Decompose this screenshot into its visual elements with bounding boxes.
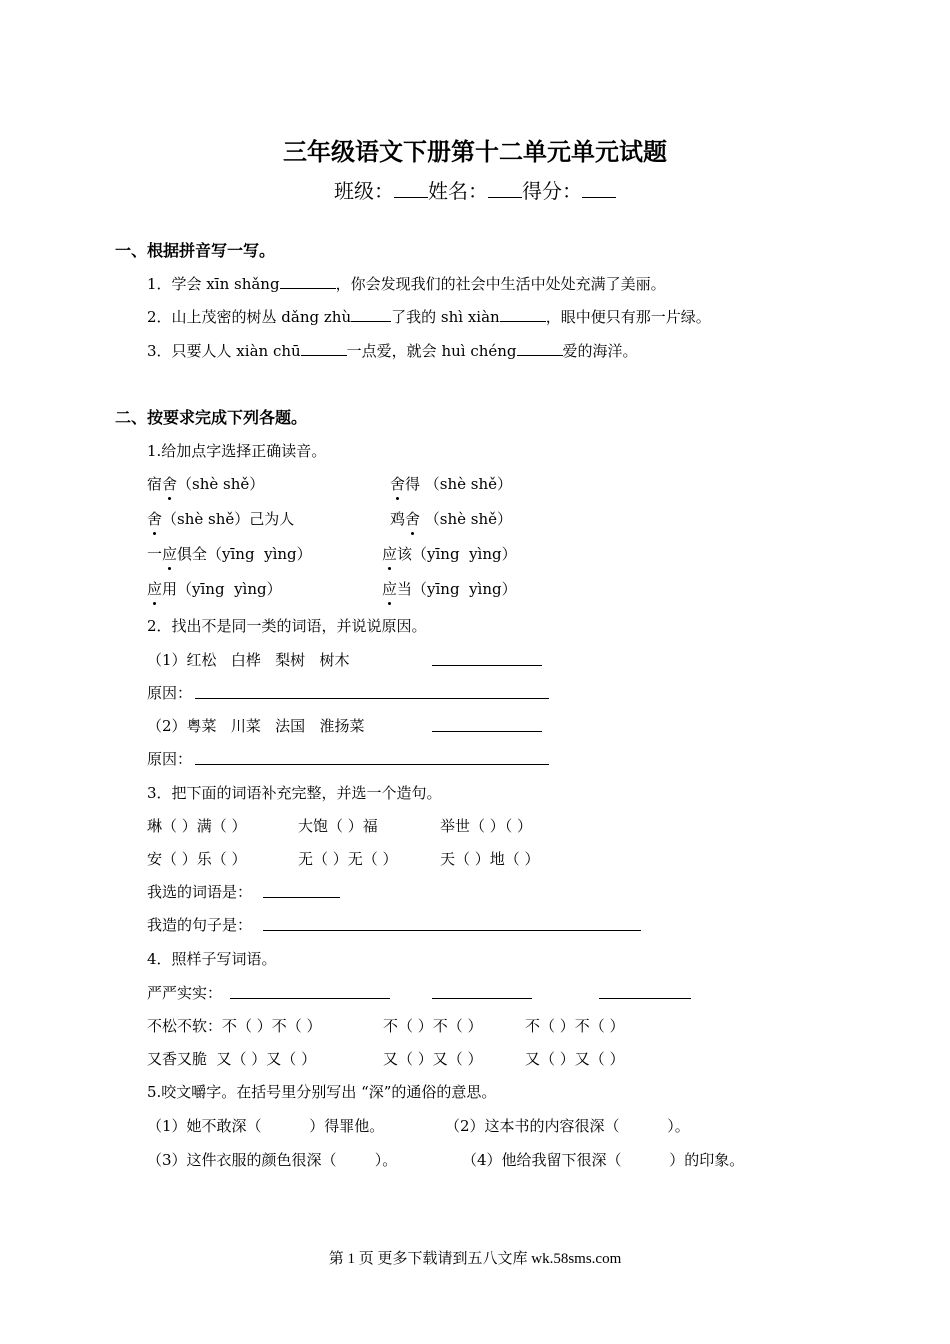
meaning-item: （1）她不敢深（ ）得罪他。 <box>147 1117 385 1135</box>
pronunciation-item: 应该（yīng yìng） <box>382 545 517 563</box>
score-label: 得分： <box>522 179 582 203</box>
odd-word-blank[interactable] <box>432 651 542 666</box>
meaning-item: （2）这本书的内容很深（ ）。 <box>445 1117 690 1135</box>
section-2-heading: 二、按要求完成下列各题。 <box>115 408 308 427</box>
dotted-char: 应 <box>147 580 163 598</box>
class-label: 班级： <box>334 179 394 203</box>
name-label: 姓名： <box>428 179 488 203</box>
class-blank[interactable] <box>394 183 428 198</box>
idiom-item: 琳（ ）满（ ） <box>147 817 247 835</box>
idiom-item: 大饱（ ）福 <box>298 817 378 835</box>
section-1-heading: 一、根据拼音写一写。 <box>115 241 276 260</box>
idiom-item: 无（ ）无（ ） <box>298 850 398 868</box>
page-title: 三年级语文下册第十二单元单元试题 <box>283 137 667 166</box>
s1-question-3: 3．只要人人 xiàn chū 一点爱，就会 huì chéng 爱的海洋。 <box>147 342 638 360</box>
pronunciation-item: 鸡舍 （shè shě） <box>390 510 513 528</box>
s2-q5-title: 5.咬文嚼字。在括号里分别写出 “深”的通俗的意思。 <box>147 1083 497 1101</box>
pattern-item: 不（ ）不（ ） <box>525 1017 625 1035</box>
meaning-item: （4）他给我留下很深（ ）的印象。 <box>462 1151 745 1169</box>
answer-blank[interactable] <box>301 341 347 356</box>
pattern-item: 又香又脆 又（ ）又（ ） <box>147 1050 317 1068</box>
reason-blank[interactable] <box>195 684 549 699</box>
answer-blank[interactable] <box>500 307 546 322</box>
pronunciation-item: 应当（yīng yìng） <box>382 580 517 598</box>
dotted-char: 舍 <box>147 510 163 528</box>
sentence-label: 我造的句子是： <box>147 916 253 934</box>
answer-blank[interactable] <box>517 341 563 356</box>
pattern-item: 又（ ）又（ ） <box>525 1050 625 1068</box>
reason-label: 原因： <box>147 684 193 702</box>
reason-blank[interactable] <box>195 750 549 765</box>
pronunciation-item: 舍得 （shè shě） <box>390 475 513 493</box>
pattern-item: 不松不软：不（ ）不（ ） <box>147 1017 322 1035</box>
pattern-blank[interactable] <box>599 984 691 999</box>
dotted-char: 应 <box>382 580 398 598</box>
pattern-blank[interactable] <box>230 984 390 999</box>
meaning-item: （3）这件衣服的颜色很深（ ）。 <box>147 1151 398 1169</box>
dotted-char: 应 <box>162 545 178 563</box>
idiom-item: 举世（ ）（ ） <box>440 817 533 835</box>
sentence-blank[interactable] <box>263 916 641 931</box>
answer-blank[interactable] <box>280 274 336 289</box>
reason-label: 原因： <box>147 750 193 768</box>
chosen-word-label: 我选的词语是： <box>147 883 253 901</box>
dotted-char: 舍 <box>390 475 406 493</box>
s2-q3-title: 3．把下面的词语补充完整，并选一个造句。 <box>147 784 442 802</box>
idiom-item: 安（ ）乐（ ） <box>147 850 247 868</box>
word-group-1: （1）红松 白桦 梨树 树木 <box>147 651 350 669</box>
score-blank[interactable] <box>582 183 616 198</box>
s2-q2-title: 2．找出不是同一类的词语，并说说原因。 <box>147 617 427 635</box>
pattern-label: 严严实实： <box>147 984 223 1002</box>
pronunciation-item: 宿舍（shè shě） <box>147 475 265 493</box>
idiom-item: 天（ ）地（ ） <box>440 850 540 868</box>
pronunciation-item: 舍（shè shě）己为人 <box>147 510 295 528</box>
word-group-2: （2）粤菜 川菜 法国 淮扬菜 <box>147 717 365 735</box>
s1-question-2: 2．山上茂密的树丛 dǎng zhù 了我的 shì xiàn ，眼中便只有那一片绿。 <box>147 308 711 326</box>
pronunciation-item: 一应俱全（yīng yìng） <box>147 545 312 563</box>
s2-q1-title: 1.给加点字选择正确读音。 <box>147 442 327 460</box>
chosen-word-blank[interactable] <box>263 883 340 898</box>
pronunciation-item: 应用（yīng yìng） <box>147 580 282 598</box>
pattern-item: 又（ ）又（ ） <box>383 1050 483 1068</box>
pattern-blank[interactable] <box>432 984 532 999</box>
page-footer: 第 1 页 更多下载请到五八文库 wk.58sms.com <box>328 1251 622 1267</box>
odd-word-blank[interactable] <box>432 717 542 732</box>
s1-question-1: 1．学会 xīn shǎng ，你会发现我们的社会中生活中处处充满了美丽。 <box>147 275 666 293</box>
dotted-char: 应 <box>382 545 398 563</box>
s2-q4-title: 4．照样子写词语。 <box>147 950 277 968</box>
answer-blank[interactable] <box>351 307 391 322</box>
name-blank[interactable] <box>488 183 522 198</box>
student-info-line <box>0 175 950 204</box>
dotted-char: 舍 <box>162 475 178 493</box>
pattern-item: 不（ ）不（ ） <box>383 1017 483 1035</box>
dotted-char: 舍 <box>405 510 421 528</box>
